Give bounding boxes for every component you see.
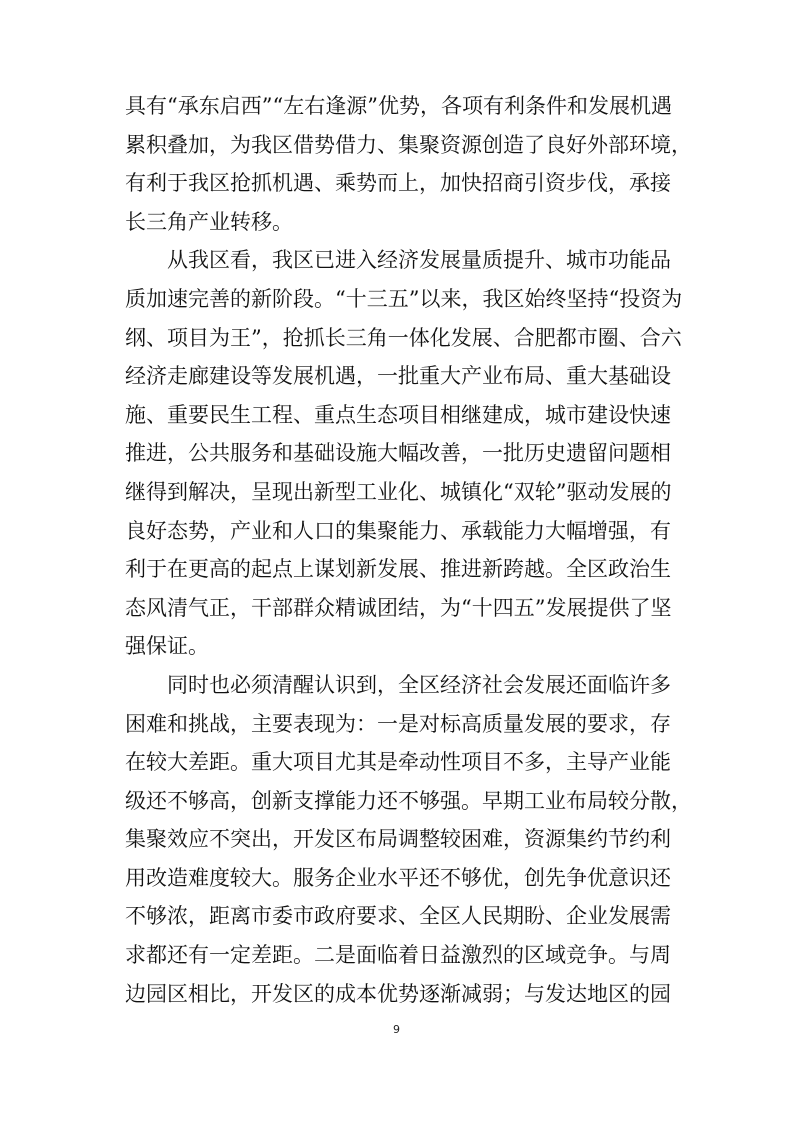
text-line: 求都还有一定差距。二是面临着日益激烈的区域竞争。与周 bbox=[125, 943, 671, 968]
text-line: 施、重要民生工程、重点生态项目相继建成，城市建设快速 bbox=[125, 402, 671, 427]
text-line: 同时也必须清醒认识到，全区经济社会发展还面临许多 bbox=[125, 672, 671, 697]
body-text bbox=[125, 87, 692, 1013]
text-line: 级还不够高，创新支撑能力还不够强。早期工业布局较分散， bbox=[125, 788, 692, 813]
text-line: 边园区相比，开发区的成本优势逐渐减弱；与发达地区的园 bbox=[125, 981, 671, 1006]
text-line: 长三角产业转移。 bbox=[125, 209, 293, 234]
text-line: 累积叠加，为我区借势借力、集聚资源创造了良好外部环境， bbox=[125, 132, 692, 157]
text-line: 有利于我区抢抓机遇、乘势而上，加快招商引资步伐，承接 bbox=[125, 171, 671, 196]
text-line: 经济走廊建设等发展机遇，一批重大产业布局、重大基础设 bbox=[125, 364, 671, 389]
text-line: 利于在更高的起点上谋划新发展、推进新跨越。全区政治生 bbox=[125, 557, 671, 582]
text-line: 从我区看，我区已进入经济发展量质提升、城市功能品 bbox=[125, 248, 671, 273]
text-line: 强保证。 bbox=[125, 634, 209, 659]
text-line: 具有“承东启西”“左右逢源”优势，各项有利条件和发展机遇 bbox=[125, 94, 672, 118]
text-line: 困难和挑战，主要表现为：一是对标高质量发展的要求，存 bbox=[125, 711, 671, 736]
text-line: 态风清气正，干部群众精诚团结，为“十四五”发展提供了坚 bbox=[125, 595, 672, 620]
text-line: 集聚效应不突出，开发区布局调整较困难，资源集约节约利 bbox=[125, 827, 671, 852]
text-line: 用改造难度较大。服务企业水平还不够优，创先争优意识还 bbox=[125, 865, 671, 890]
text-line: 不够浓，距离市委市政府要求、全区人民期盼、企业发展需 bbox=[125, 904, 671, 929]
text-line: 质加速完善的新阶段。“十三五”以来，我区始终坚持“投资为 bbox=[125, 286, 683, 311]
text-line: 推进，公共服务和基础设施大幅改善，一批历史遗留问题相 bbox=[125, 441, 671, 466]
page-number: 9 bbox=[393, 1023, 400, 1036]
text-line: 纲、项目为王”，抢抓长三角一体化发展、合肥都市圈、合六 bbox=[125, 325, 682, 350]
text-line: 继得到解决，呈现出新型工业化、城镇化“双轮”驱动发展的 bbox=[125, 479, 672, 504]
text-line: 良好态势，产业和人口的集聚能力、承载能力大幅增强，有 bbox=[125, 518, 671, 543]
text-line: 在较大差距。重大项目尤其是牵动性项目不多，主导产业能 bbox=[125, 750, 671, 775]
